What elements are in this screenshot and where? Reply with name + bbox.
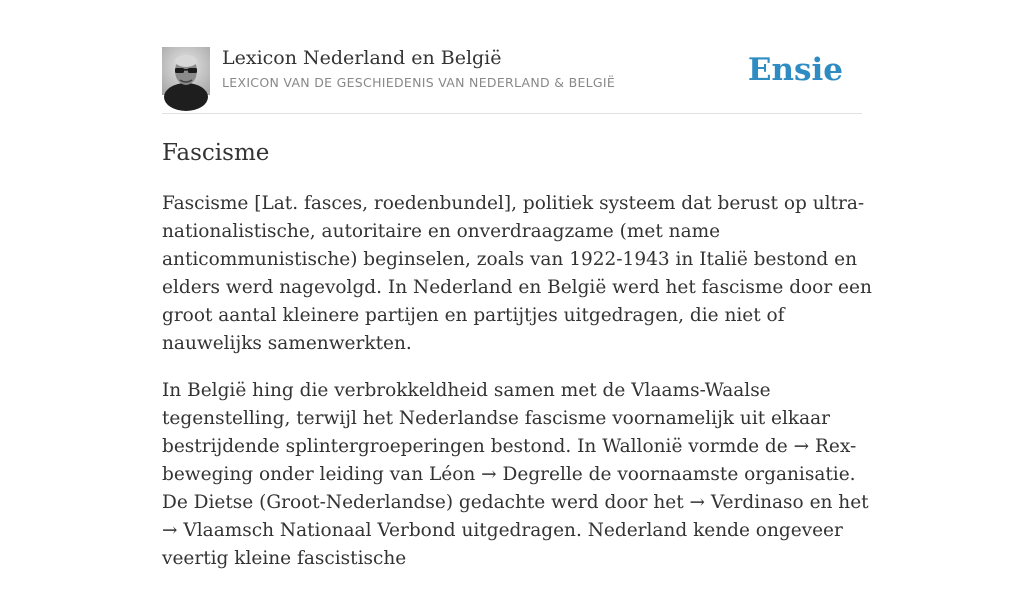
author-name[interactable]: Lexicon Nederland en België [222,47,502,69]
article-header [162,46,862,114]
article-paragraph [162,377,874,573]
author-photo-icon [162,47,210,95]
cross-reference-link[interactable]: → Vlaamsch Nationaal Verbond [162,520,456,541]
paragraph-text: uitgedragen. Nederland kende ongeveer veertig kleine fascistische [162,520,843,569]
page-title: Fascisme [162,140,270,166]
paragraph-text: Fascisme [Lat. fasces, roedenbundel], politiek systeem dat berust op ultra-nationalistische, autoritaire en onverdraagzame (met name anticommunistische) beginselen, zoals van 1922-1943 in Italië bestond en elders werd nagevolgd. In Nederland en België werd het fascisme door een groot aantal kleinere partijen en partijtjes uitgedragen, die niet of nauwelijks samenwerkten. [162,193,872,354]
paragraph-text: en het [803,492,869,513]
cross-reference-link[interactable]: → Degrelle [481,464,583,485]
paragraph-text: In België hing die verbrokkeldheid samen met de Vlaams-Waalse tegenstelling, terwijl het Nederlandse fascisme voornamelijk uit elkaar bestrijdende splintergroeperingen bestond. In Wallonië vormde de [162,380,831,457]
ensie-logo[interactable]: Ensie [747,52,843,88]
article-body [162,190,874,592]
article-paragraph [162,190,874,358]
paragraph-text: de voornaamste organisatie. De Dietse (Groot-Nederlandse) gedachte werd door het [162,464,856,513]
cross-reference-link[interactable]: → Rex-beweging [162,436,857,485]
author-avatar[interactable] [162,47,210,95]
author-subtitle: LEXICON VAN DE GESCHIEDENIS VAN NEDERLAND & BELGIË [222,75,616,90]
cross-reference-link[interactable]: → Verdinaso [689,492,804,513]
paragraph-text: onder leiding van Léon [253,464,482,485]
